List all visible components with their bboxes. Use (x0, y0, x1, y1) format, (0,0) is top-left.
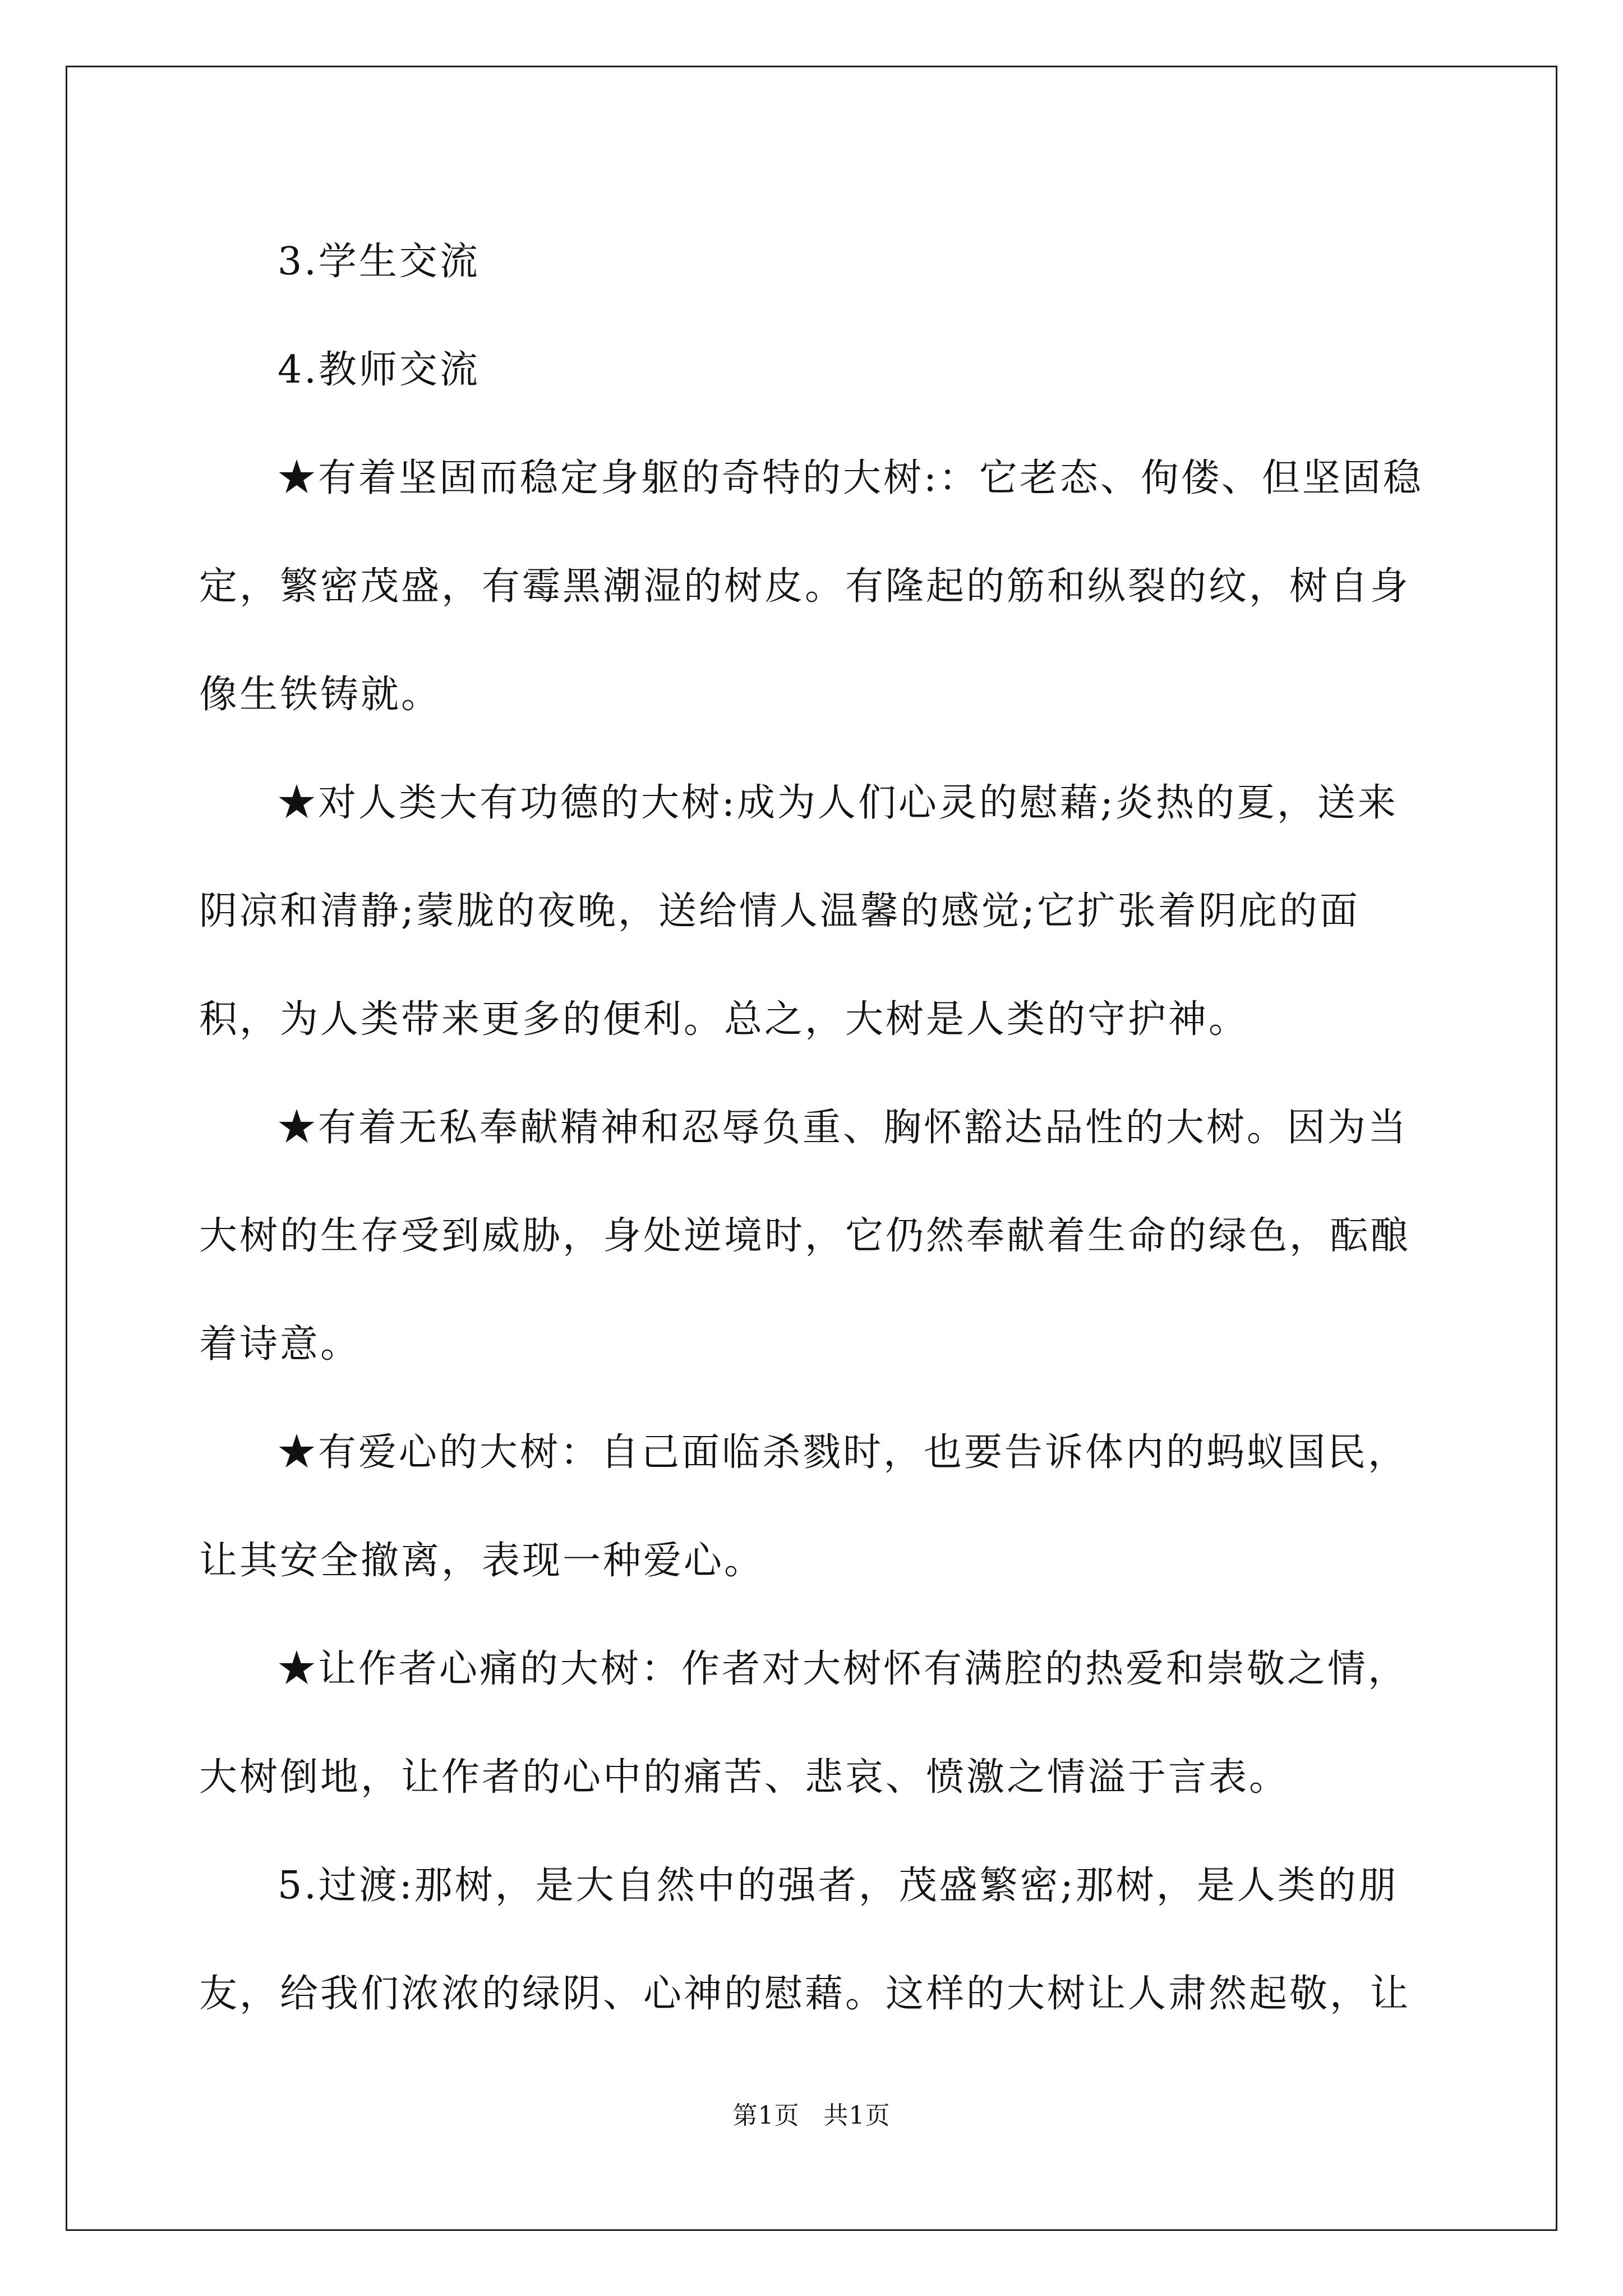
paragraph-heartbreaking-tree: ★让作者心痛的大树：作者对大树怀有满腔的热爱和崇敬之情，大树倒地，让作者的心中的痛苦、悲哀、愤激之情溢于言表。 (199, 1647, 1409, 1800)
page-number-total: 共1页 (823, 2101, 891, 2130)
document-body (199, 208, 1433, 2048)
paragraph-loving-tree: ★有爱心的大树：自己面临杀戮时，也要告诉体内的蚂蚁国民，让其安全撤离，表现一种爱心。 (199, 1430, 1409, 1583)
paragraph-selfless-tree: ★有着无私奉献精神和忍辱负重、胸怀豁达品性的大树。因为当大树的生存受到威胁，身处逆境时，它仍然奉献着生命的绿色，酝酿着诗意。 (199, 1106, 1411, 1366)
paragraph-teacher-exchange: 4.教师交流 (278, 348, 480, 392)
paragraph-transition: 5.过渡:那树，是大自然中的强者，茂盛繁密;那树，是人类的朋友，给我们浓浓的绿阴、心神的慰藉。这样的大树让人肃然起敬，让 (199, 1864, 1411, 2016)
page-number-current: 第1页 (732, 2101, 800, 2130)
paragraph-student-exchange: 3.学生交流 (278, 240, 480, 284)
paragraph-sturdy-tree: ★有着坚固而稳定身躯的奇特的大树:：它老态、佝偻、但坚固稳定，繁密茂盛，有霉黑潮湿的树皮。有隆起的筋和纵裂的纹，树自身像生铁铸就。 (199, 456, 1423, 717)
paragraph-beneficial-tree: ★对人类大有功德的大树:成为人们心灵的慰藉;炎热的夏，送来阴凉和清静;蒙胧的夜晚，送给情人温馨的感觉;它扩张着阴庇的面积，为人类带来更多的便利。总之，大树是人类的守护神。 (199, 781, 1398, 1042)
page-footer (0, 2095, 1623, 2131)
